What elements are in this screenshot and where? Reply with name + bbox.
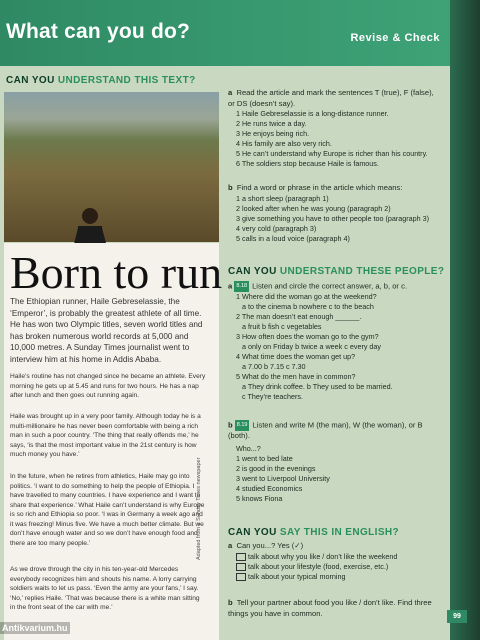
answer-options: a They drink coffee. b They used to be married. [242, 381, 393, 391]
list-item: 4 studied Economics [236, 484, 303, 494]
section-heading-highlight: UNDERSTAND THIS TEXT? [57, 75, 196, 86]
exercise-true-false [228, 88, 440, 169]
list-item: 2 is good in the evenings [236, 464, 316, 474]
exercise-can-you [228, 541, 440, 582]
section-heading-text [6, 75, 196, 86]
runner-photo [4, 92, 219, 242]
article-headline: Born to run [10, 247, 223, 298]
exercise-f-instruction [228, 598, 433, 619]
checklist-item[interactable] [236, 552, 440, 562]
checklist-label: talk about your typical morning [248, 571, 346, 581]
watermark: Antikvarium.hu [2, 623, 68, 633]
exercise-listening-choice [228, 281, 440, 402]
exercise-instruction-text: Listen and circle the correct answer, a, b, or c. [252, 281, 407, 291]
page-edge-shadow [450, 0, 480, 640]
question: 5 What do the men have in common? [236, 371, 356, 381]
list-item: 3 He enjoys being rich. [236, 129, 310, 138]
article-credit: Adapted from a Sunday Times newspaper [196, 457, 202, 560]
article-paragraph-3: In the future, when he retires from athletics, Haile may go into politics. ‘I want to do something to help the people of Ethiopia. I have travelled to many countries. I have experience and I want to share that experience.’ What Haile can’t understand is why Europe is so rich and Ethiopia so poor. ‘I was in Germany a week ago and it was freezing! Minus five. We have a much better climate. But we don’t have enough water and so we don’t have enough food and there are too many people.’ [10, 473, 205, 547]
list-item: 3 went to Liverpool University [236, 474, 330, 484]
checklist-label: talk about why you like / don’t like the weekend [248, 551, 398, 561]
section-heading-prefix: CAN YOU [228, 527, 280, 538]
section-tag: Revise & Check [350, 32, 440, 44]
exercise-e-instruction [228, 541, 440, 552]
answer-options: a to the cinema b nowhere c to the beach [242, 301, 374, 311]
exercise-instruction-text: Read the article and mark the sentences T (true), F (false), or DS (doesn’t say). [228, 88, 434, 108]
checklist-label: talk about your lifestyle (food, exercise, etc.) [248, 561, 389, 571]
exercise-instruction-text: Tell your partner about food you like / don’t like. Find three things you have in common. [228, 598, 432, 618]
section-heading-people [228, 266, 444, 277]
exercise-letter: a [228, 541, 233, 550]
section-heading-say [228, 527, 399, 538]
list-item: 2 He runs twice a day. [236, 119, 307, 128]
answer-options: a 7.00 b 7.15 c 7.30 [242, 361, 306, 371]
list-item: 4 His family are also very rich. [236, 139, 332, 148]
exercise-a-instruction [228, 88, 440, 109]
question: 1 Where did the woman go at the weekend? [236, 291, 377, 301]
checklist-item[interactable] [236, 562, 440, 572]
cd-icon: 8.19 [235, 420, 250, 431]
checkbox[interactable] [236, 563, 246, 571]
answer-options: a only on Friday b twice a week c every day [242, 341, 382, 351]
exercise-letter: a [228, 281, 233, 291]
exercise-listening-who [228, 420, 440, 504]
checklist-item[interactable] [236, 572, 440, 582]
list-item: 1 went to bed late [236, 454, 293, 464]
question: 4 What time does the woman get up? [236, 351, 356, 361]
exercise-tell-partner [228, 598, 433, 619]
article-paragraph-4: As we drove through the city in his ten-year-old Mercedes everybody recognizes him and shouts his name. A lorry carrying soldiers waits to let us pass. ‘Even the army are your fans,’ I say. ‘No,’ replies Haile. ‘That was because there is a white man sitting in the front seat of the car with me.’ [10, 566, 200, 611]
list-item: 2 looked after when he was young (paragraph 2) [236, 203, 391, 213]
exercise-find-word [228, 183, 440, 244]
exercise-c-instruction [228, 281, 440, 292]
answer-options: a fruit b fish c vegetables [242, 321, 322, 331]
section-heading-prefix: CAN YOU [6, 75, 58, 86]
section-heading-prefix: CAN YOU [228, 266, 280, 277]
cd-icon: 8.18 [234, 281, 249, 292]
who-prompt: Who...? [236, 444, 261, 454]
checkbox[interactable] [236, 553, 246, 561]
exercise-d-instruction [228, 420, 440, 441]
exercise-letter: b [228, 183, 233, 192]
exercise-letter: b [228, 420, 233, 430]
question: 3 How often does the woman go to the gym? [236, 331, 379, 341]
article-paragraph-2: Haile was brought up in a very poor family. Although today he is a multi-millionaire he has never been comfortable with being a rich man in such a poor country. ‘The thing that really offends me,’ he says, ‘is that the most important value in the 21st century is how much money you have.’ [10, 413, 201, 458]
exercise-instruction-text: Can you...? Yes (✓) [236, 541, 304, 550]
list-item: 5 knows Fiona [236, 494, 283, 504]
list-item: 6 The soldiers stop because Haile is famous. [236, 159, 379, 168]
list-item: 5 He can’t understand why Europe is richer than his country. [236, 149, 428, 158]
section-heading-highlight: UNDERSTAND THESE PEOPLE? [279, 266, 445, 277]
page-header [0, 0, 480, 66]
list-item: 5 calls in a loud voice (paragraph 4) [236, 233, 350, 243]
exercise-letter: a [228, 88, 233, 97]
answer-options: c They’re teachers. [242, 391, 303, 401]
checkbox[interactable] [236, 573, 246, 581]
list-item: 3 give something you have to other people too (paragraph 3) [236, 213, 429, 223]
page-title: What can you do? [6, 20, 191, 43]
list-item: 4 very cold (paragraph 3) [236, 223, 317, 233]
article-paragraph-1: Haile’s routine has not changed since he became an athlete. Every morning he gets up at 5.45 and runs for two hours. He has a nap after lunch and then goes out running again. [10, 373, 206, 399]
exercise-letter: b [228, 598, 233, 607]
exercise-instruction-text: Listen and write M (the man), W (the woman), or B (both). [228, 420, 423, 440]
exercise-b-instruction [228, 183, 440, 194]
list-item: 1 Haile Gebreselassie is a long-distance runner. [236, 109, 389, 118]
page-number: 99 [447, 610, 467, 623]
exercise-instruction-text: Find a word or phrase in the article which means: [236, 183, 403, 192]
list-item: 1 a short sleep (paragraph 1) [236, 193, 329, 203]
section-heading-highlight: SAY THIS IN ENGLISH? [279, 527, 400, 538]
article-lead: The Ethiopian runner, Haile Gebreselassie, the ‘Emperor’, is probably the greatest athlete of all time. He has won two Olympic titles, seven world titles and has broken numerous world records at 5,000 and 10,000 metres. A Sunday Times journalist went to interview him at his home in Addis Ababa. [10, 297, 203, 364]
question: 2 The man doesn’t eat enough ______. [236, 311, 362, 321]
